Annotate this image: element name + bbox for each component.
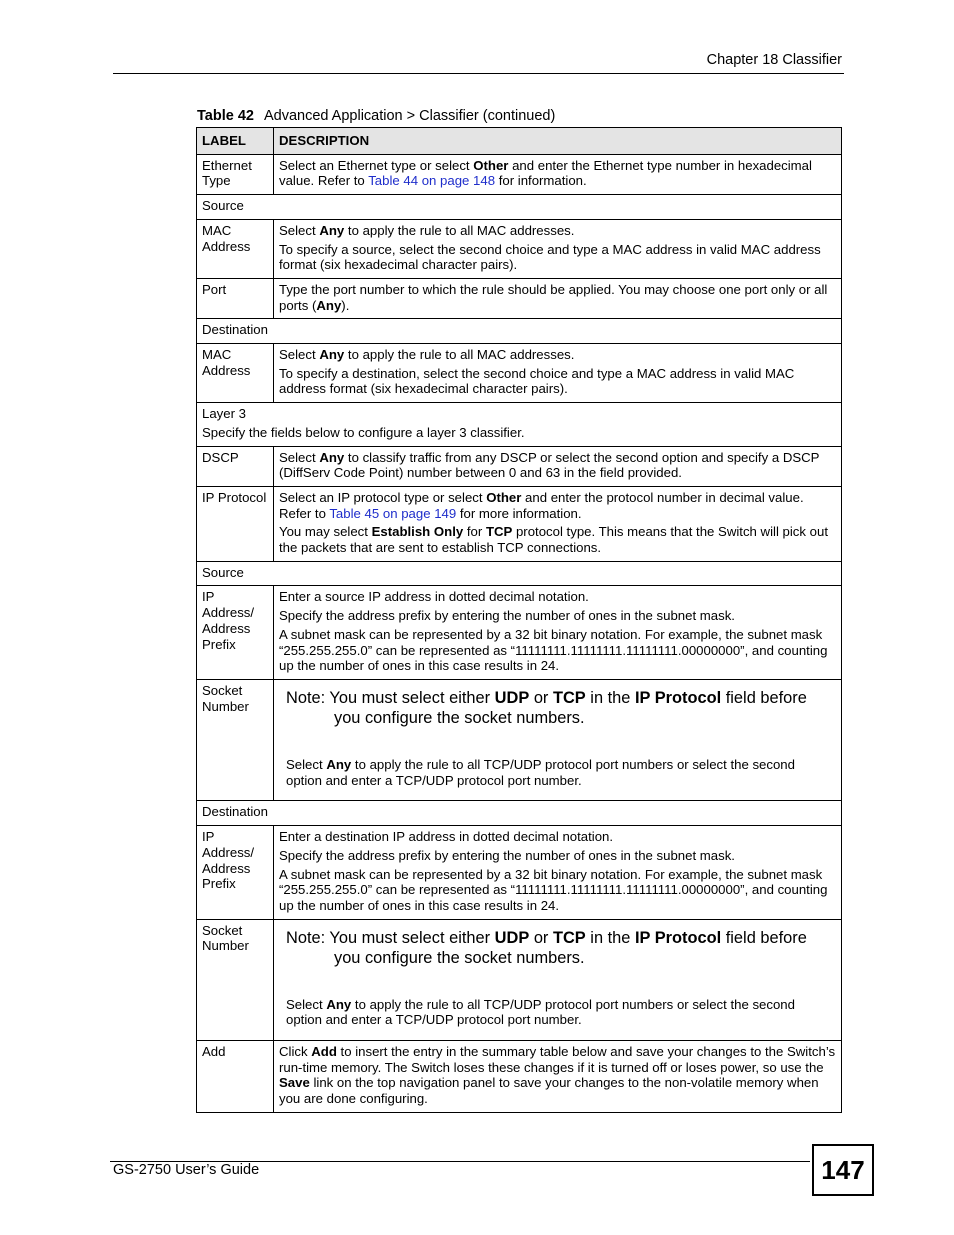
row-description: Click Add to insert the entry in the summary table below and save your changes to the Switch’s run-time memory. The Switch loses these changes if it is turned off or loses power, so use the Save link on the top navigation panel to save your changes to the non-volatile memory when you are done configuring. (274, 1041, 842, 1113)
table-row (197, 586, 842, 680)
table-44-link[interactable]: Table 44 on page 148 (368, 173, 496, 189)
table-row (197, 679, 842, 800)
description-column-header: DESCRIPTION (274, 128, 842, 155)
section-row (197, 403, 842, 446)
section-row (197, 319, 842, 344)
row-description: Select Any to classify traffic from any DSCP or select the second option and specify a DSCP (DiffServ Code Point) number between 0 and 63 in the field provided. (274, 446, 842, 486)
section-row (197, 801, 842, 826)
chapter-header: Chapter 18 Classifier (706, 52, 842, 68)
row-description: Select an Ethernet type or select Other and enter the Ethernet type number in hexadecimal value. Refer to Table 44 on page 148 for information. (274, 154, 842, 194)
row-description: Select an IP protocol type or select Other and enter the protocol number in decimal value. Refer to Table 45 on page 149 for more information. You may select Establish Only for TCP protocol type. This means that the Switch will pick out the packets that are sent to establish TCP connections. (274, 486, 842, 561)
row-description: Note: You must select either UDP or TCP in the IP Protocol field before you configure the socket numbers. Select Any to apply the rule to all TCP/UDP protocol port numbers or select the second option and enter a TCP/UDP protocol port number. (274, 919, 842, 1040)
layer3-title: Layer 3 (202, 406, 246, 422)
table-row (197, 344, 842, 403)
row-label: Port (197, 278, 274, 318)
table-45-link[interactable]: Table 45 on page 149 (329, 505, 457, 521)
header-divider (113, 73, 844, 74)
table-row (197, 446, 842, 486)
table-row (197, 919, 842, 1040)
row-label: Socket Number (197, 679, 274, 800)
row-label: IP Address/ Address Prefix (197, 586, 274, 680)
table-row (197, 486, 842, 561)
section-layer3 (197, 403, 842, 446)
row-description: Type the port number to which the rule should be applied. You may choose one port only or all ports (Any). (274, 278, 842, 318)
row-label: MAC Address (197, 344, 274, 403)
table-row (197, 1041, 842, 1113)
page-number: 147 (812, 1144, 874, 1196)
row-label: Add (197, 1041, 274, 1113)
classifier-table (196, 127, 842, 1113)
section-row (197, 561, 842, 586)
row-label: IP Address/ Address Prefix (197, 826, 274, 920)
guide-title: GS-2750 User’s Guide (113, 1162, 260, 1178)
layer3-description: Specify the fields below to configure a layer 3 classifier. (202, 424, 525, 440)
table-row (197, 219, 842, 278)
row-label: Ethernet Type (197, 154, 274, 194)
table-row (197, 826, 842, 920)
row-label: MAC Address (197, 219, 274, 278)
table-title: Advanced Application > Classifier (continued) (263, 108, 556, 124)
note-text: Note: You must select either UDP or TCP in the IP Protocol field before you configure the socket numbers. (286, 928, 807, 968)
table-header-row (197, 128, 842, 155)
row-description: Enter a destination IP address in dotted decimal notation. Specify the address prefix by entering the number of ones in the subnet mask. A subnet mask can be represented by a 32 bit binary notation. For example, the subnet mask “255.255.255.0” can be represented as “11111111.11111111.11111111.00000000”, and counting up the number of ones in this case results in 24. (274, 826, 842, 920)
label-column-header: LABEL (197, 128, 274, 155)
table-number: Table 42 (197, 108, 254, 124)
section-destination-label: Destination (197, 801, 842, 826)
row-description: Select Any to apply the rule to all MAC addresses. To specify a source, select the second choice and type a MAC address in valid MAC address format (six hexadecimal character pairs). (274, 219, 842, 278)
section-source-label: Source (197, 561, 842, 586)
section-destination-label: Destination (197, 319, 842, 344)
table-row (197, 278, 842, 318)
row-description: Enter a source IP address in dotted decimal notation. Specify the address prefix by entering the number of ones in the subnet mask. A subnet mask can be represented by a 32 bit binary notation. For example, the subnet mask “255.255.255.0” can be represented as “11111111.11111111.11111111.00000000”, and counting up the number of ones in this case results in 24. (274, 586, 842, 680)
row-label: IP Protocol (197, 486, 274, 561)
row-label: Socket Number (197, 919, 274, 1040)
row-label: DSCP (197, 446, 274, 486)
row-description: Note: You must select either UDP or TCP in the IP Protocol field before you configure the socket numbers. Select Any to apply the rule to all TCP/UDP protocol port numbers or select the second option and enter a TCP/UDP protocol port number. (274, 679, 842, 800)
row-description: Select Any to apply the rule to all MAC addresses. To specify a destination, select the second choice and type a MAC address in valid MAC address format (six hexadecimal character pairs). (274, 344, 842, 403)
section-row (197, 195, 842, 220)
table-caption (197, 108, 555, 124)
table-row (197, 154, 842, 194)
note-text: Note: You must select either UDP or TCP in the IP Protocol field before you configure the socket numbers. (286, 688, 807, 728)
section-source-label: Source (197, 195, 842, 220)
